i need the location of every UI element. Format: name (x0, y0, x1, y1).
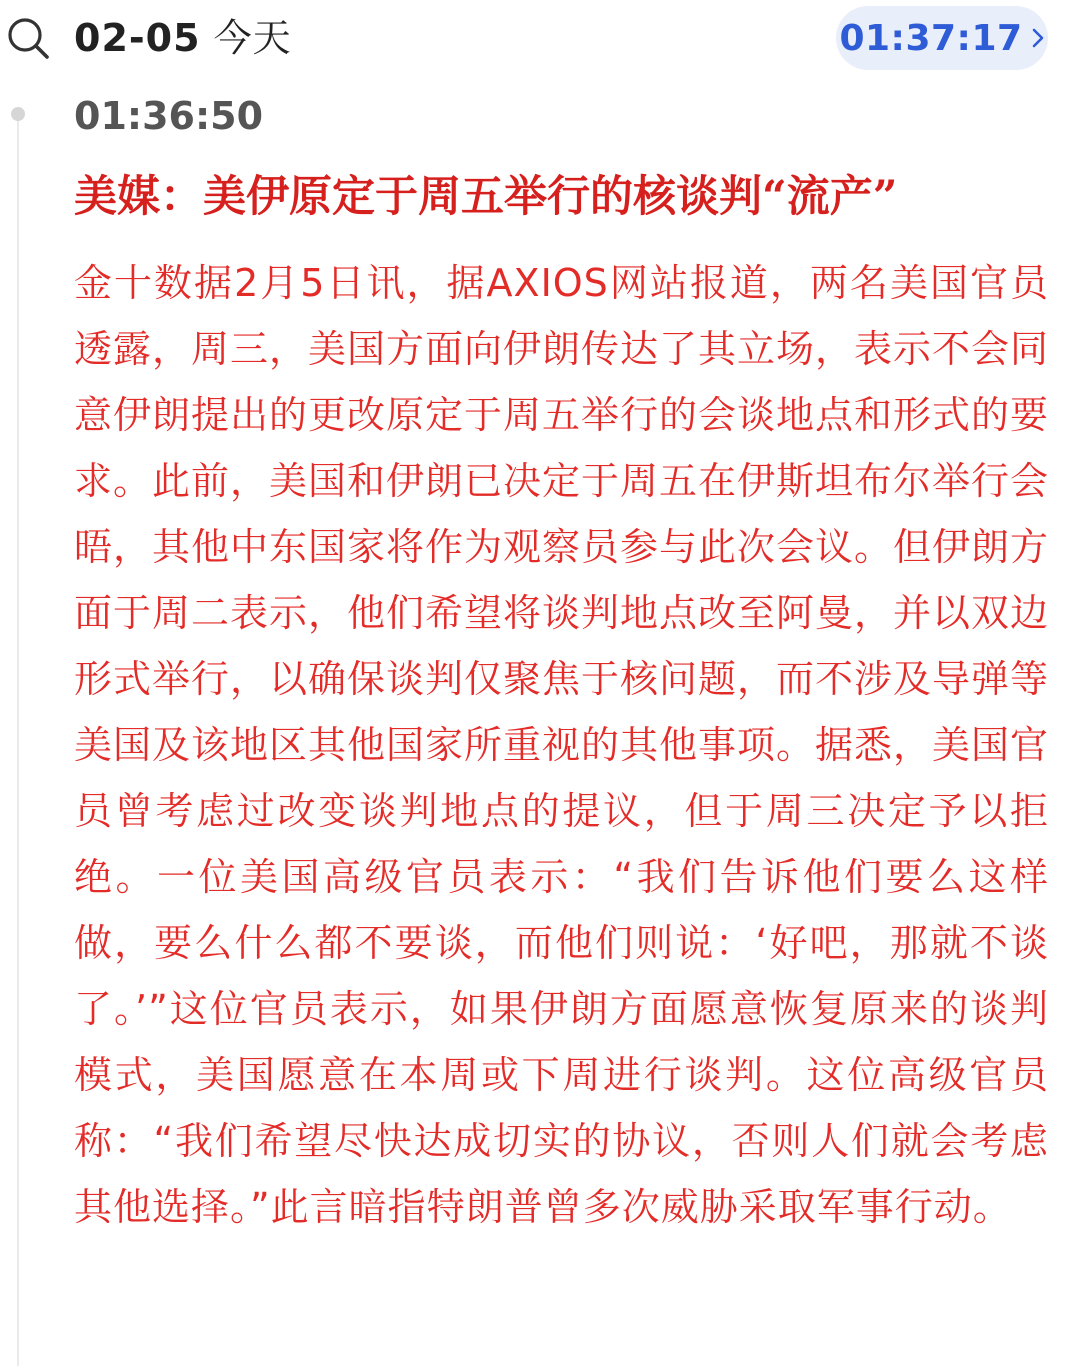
date-label (74, 12, 292, 64)
time-jump-button[interactable] (836, 6, 1048, 70)
time-jump-label: 01:37:17 (839, 17, 1023, 59)
chevron-right-icon (1031, 27, 1045, 49)
search-icon[interactable] (6, 16, 50, 60)
timeline-line (17, 112, 19, 1366)
timeline-dot (11, 107, 25, 121)
date-value: 02-05 (74, 16, 201, 60)
date-header (0, 0, 1080, 80)
news-body: 金十数据2月5日讯，据AXIOS网站报道，两名美国官员透露，周三，美国方面向伊朗传达了其立场，表示不会同意伊朗提出的更改原定于周五举行的会谈地点和形式的要求。此前，美国和伊朗已决定于周五在伊斯坦布尔举行会晤，其他中东国家将作为观察员参与此次会议。但伊朗方面于周二表示，他们希望将谈判地点改至阿曼，并以双边形式举行，以确保谈判仅聚焦于核问题，而不涉及导弹等美国及该地区其他国家所重视的其他事项。据悉，美国官员曾考虑过改变谈判地点的提议，但于周三决定予以拒绝。一位美国高级官员表示：“我们告诉他们要么这样做，要么什么都不要谈，而他们则说：‘好吧，那就不谈了。’”这位官员表示，如果伊朗方面愿意恢复原来的谈判模式，美国愿意在本周或下周进行谈判。这位高级官员称：“我们希望尽快达成切实的协议，否则人们就会考虑其他选择。”此言暗指特朗普曾多次威胁采取军事行动。 (74, 261, 1050, 1229)
today-label: 今天 (213, 16, 292, 60)
news-title[interactable]: 美媒：美伊原定于周五举行的核谈判“流产” (74, 172, 898, 222)
news-time: 01:36:50 (74, 94, 264, 138)
